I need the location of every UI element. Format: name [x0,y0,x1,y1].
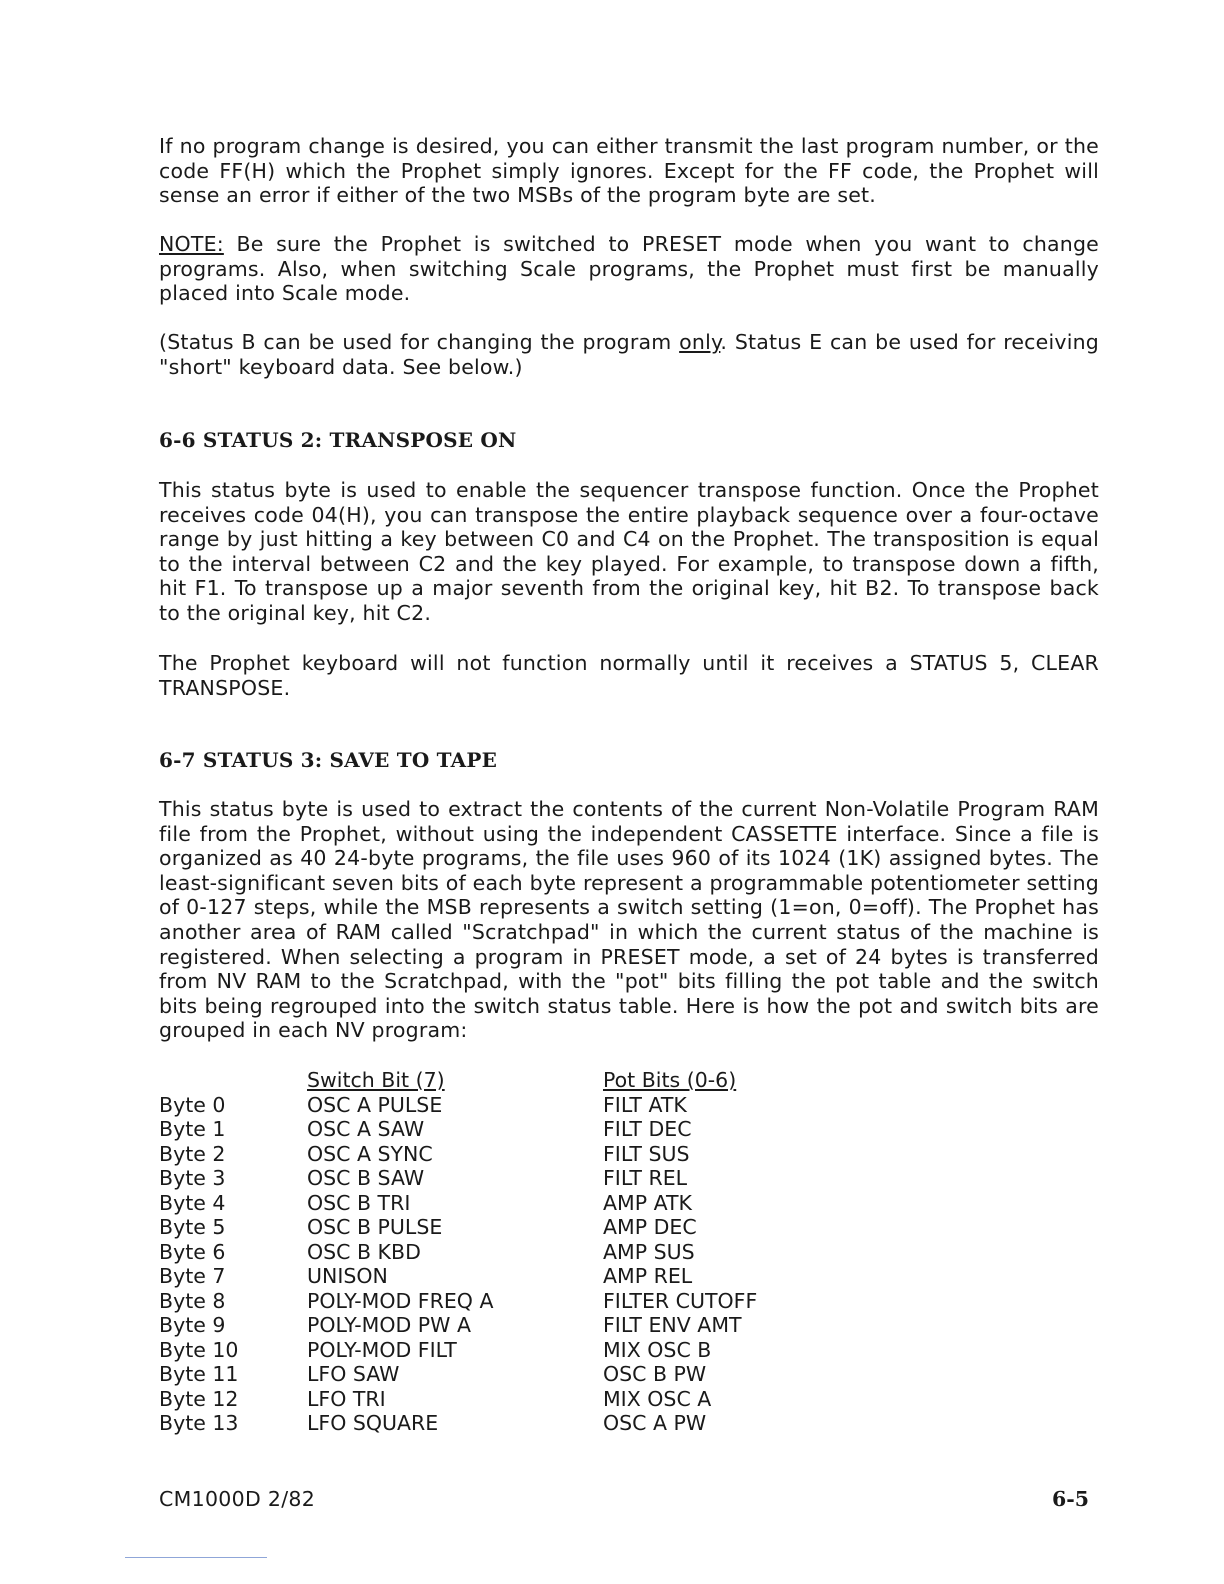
heading-6-7: 6-7 STATUS 3: SAVE TO TAPE [159,748,498,772]
switch-cell: OSC A SAW [307,1117,425,1141]
byte-cell: Byte 11 [159,1362,239,1386]
pot-cell: AMP SUS [603,1239,695,1264]
switch-cell: POLY-MOD FREQ A [307,1288,494,1313]
switch-cell: POLY-MOD FILT [307,1337,457,1362]
pot-cell: AMP ATK [603,1190,692,1215]
table-row [159,1362,853,1387]
byte-cell: Byte 2 [159,1141,226,1166]
pot-cell: FILT SUS [603,1141,690,1166]
switch-cell: OSC B SAW [307,1166,425,1190]
byte-cell: Byte 0 [159,1092,226,1117]
byte-cell: Byte 4 [159,1190,226,1215]
pot-cell: MIX OSC B [603,1337,712,1362]
note-label: NOTE: [159,232,224,256]
table-row [159,1166,853,1191]
table-header-row [159,1068,853,1093]
byte-cell: Byte 1 [159,1117,226,1141]
byte-cell: Byte 8 [159,1288,226,1313]
table-row [159,1240,853,1265]
table-row [159,1215,853,1240]
paragraph-transpose: This status byte is used to enable the sequencer transpose function. Once the Prophet receives code 04(H), you can transpose the entire playback sequence over a four-octave range by just hitting a key between C0 and C4 on the Prophet. The transposition is equal to the interval between C2 and the key played. For example, to transpose down a fifth, hit F1. To transpose up a major seventh from the original key, hit B2. To transpose back to the original key, hit C2. [159,478,1099,625]
byte-cell: Byte 3 [159,1166,226,1190]
table-body [159,1093,853,1436]
paragraph-note [159,232,1099,306]
switch-cell: LFO SAW [307,1362,400,1386]
table-row [159,1264,853,1289]
pot-cell: AMP DEC [603,1215,697,1239]
pot-cell: OSC A PW [603,1411,707,1435]
byte-cell: Byte 12 [159,1386,239,1411]
byte-cell: Byte 5 [159,1215,226,1239]
paragraph-status-b [159,330,1099,379]
pot-cell: AMP REL [603,1264,693,1288]
table-row [159,1142,853,1167]
switch-cell: LFO SQUARE [307,1411,439,1435]
byte-cell: Byte 7 [159,1264,226,1288]
note-text: Be sure the Prophet is switched to PRESET mode when you want to change programs. Also, when switching Scale programs, the Prophet must first be manually placed into Scale mode. [159,232,1099,306]
table-row [159,1313,853,1338]
table-row [159,1191,853,1216]
table-row [159,1093,853,1118]
byte-cell: Byte 9 [159,1313,226,1337]
pot-cell: FILTER CUTOFF [603,1288,758,1313]
scan-artifact-line [125,1557,267,1558]
paragraph-clear-transpose: The Prophet keyboard will not function normally until it receives a STATUS 5, CLEAR TRANSPOSE. [159,651,1099,700]
pot-cell: FILT REL [603,1166,688,1190]
table-row [159,1338,853,1363]
switch-cell: UNISON [307,1264,388,1288]
nv-program-byte-table [159,1068,853,1436]
pot-cell: OSC B PW [603,1362,707,1386]
pot-cell: FILT ENV AMT [603,1313,742,1337]
status-b-only: only [679,330,721,354]
switch-cell: OSC B KBD [307,1239,421,1264]
byte-cell: Byte 6 [159,1239,226,1264]
switch-cell: OSC A PULSE [307,1092,443,1117]
pot-cell: FILT ATK [603,1092,687,1117]
switch-cell: LFO TRI [307,1386,386,1411]
footer-page-number: 6-5 [1052,1487,1090,1511]
footer-doc-id: CM1000D 2/82 [159,1487,316,1511]
switch-cell: OSC B PULSE [307,1215,443,1239]
table-row [159,1117,853,1142]
switch-cell: OSC A SYNC [307,1141,433,1166]
byte-cell: Byte 13 [159,1411,239,1435]
switch-cell: OSC B TRI [307,1190,411,1215]
table-row [159,1289,853,1314]
status-b-text-b: . Status E can be used for receiving "short" keyboard data. See below.) [159,330,1099,379]
heading-6-6: 6-6 STATUS 2: TRANSPOSE ON [159,428,517,452]
paragraph-save-to-tape: This status byte is used to extract the contents of the current Non-Volatile Program RAM file from the Prophet, without using the independent CASSETTE interface. Since a file is organized as 40 24-byte programs, the file uses 960 of its 1024 (1K) assigned bytes. The least-significant seven bits of each byte represent a programmable potentiometer setting of 0-127 steps, while the MSB represents a switch setting (1=on, 0=off). The Prophet has another area of RAM called "Scratchpad" in which the current status of the machine is registered. When selecting a program in PRESET mode, a set of 24 bytes is transferred from NV RAM to the Scratchpad, with the "pot" bits filling the pot table and the switch bits being regrouped into the switch status table. Here is how the pot and switch bits are grouped in each NV program: [159,797,1099,1043]
pot-cell: FILT DEC [603,1117,692,1141]
table-row [159,1411,853,1436]
paragraph-program-change: If no program change is desired, you can either transmit the last program number, or the code FF(H) which the Prophet simply ignores. Except for the FF code, the Prophet will sense an error if either of the two MSBs of the program byte are set. [159,134,1099,208]
switch-cell: POLY-MOD PW A [307,1313,471,1337]
status-b-text-a: (Status B can be used for changing the program [159,330,680,354]
byte-cell: Byte 10 [159,1337,239,1362]
table-row [159,1387,853,1412]
pot-cell: MIX OSC A [603,1386,712,1411]
header-pot-bits: Pot Bits (0-6) [603,1068,737,1092]
header-switch-bit: Switch Bit (7) [307,1068,445,1092]
